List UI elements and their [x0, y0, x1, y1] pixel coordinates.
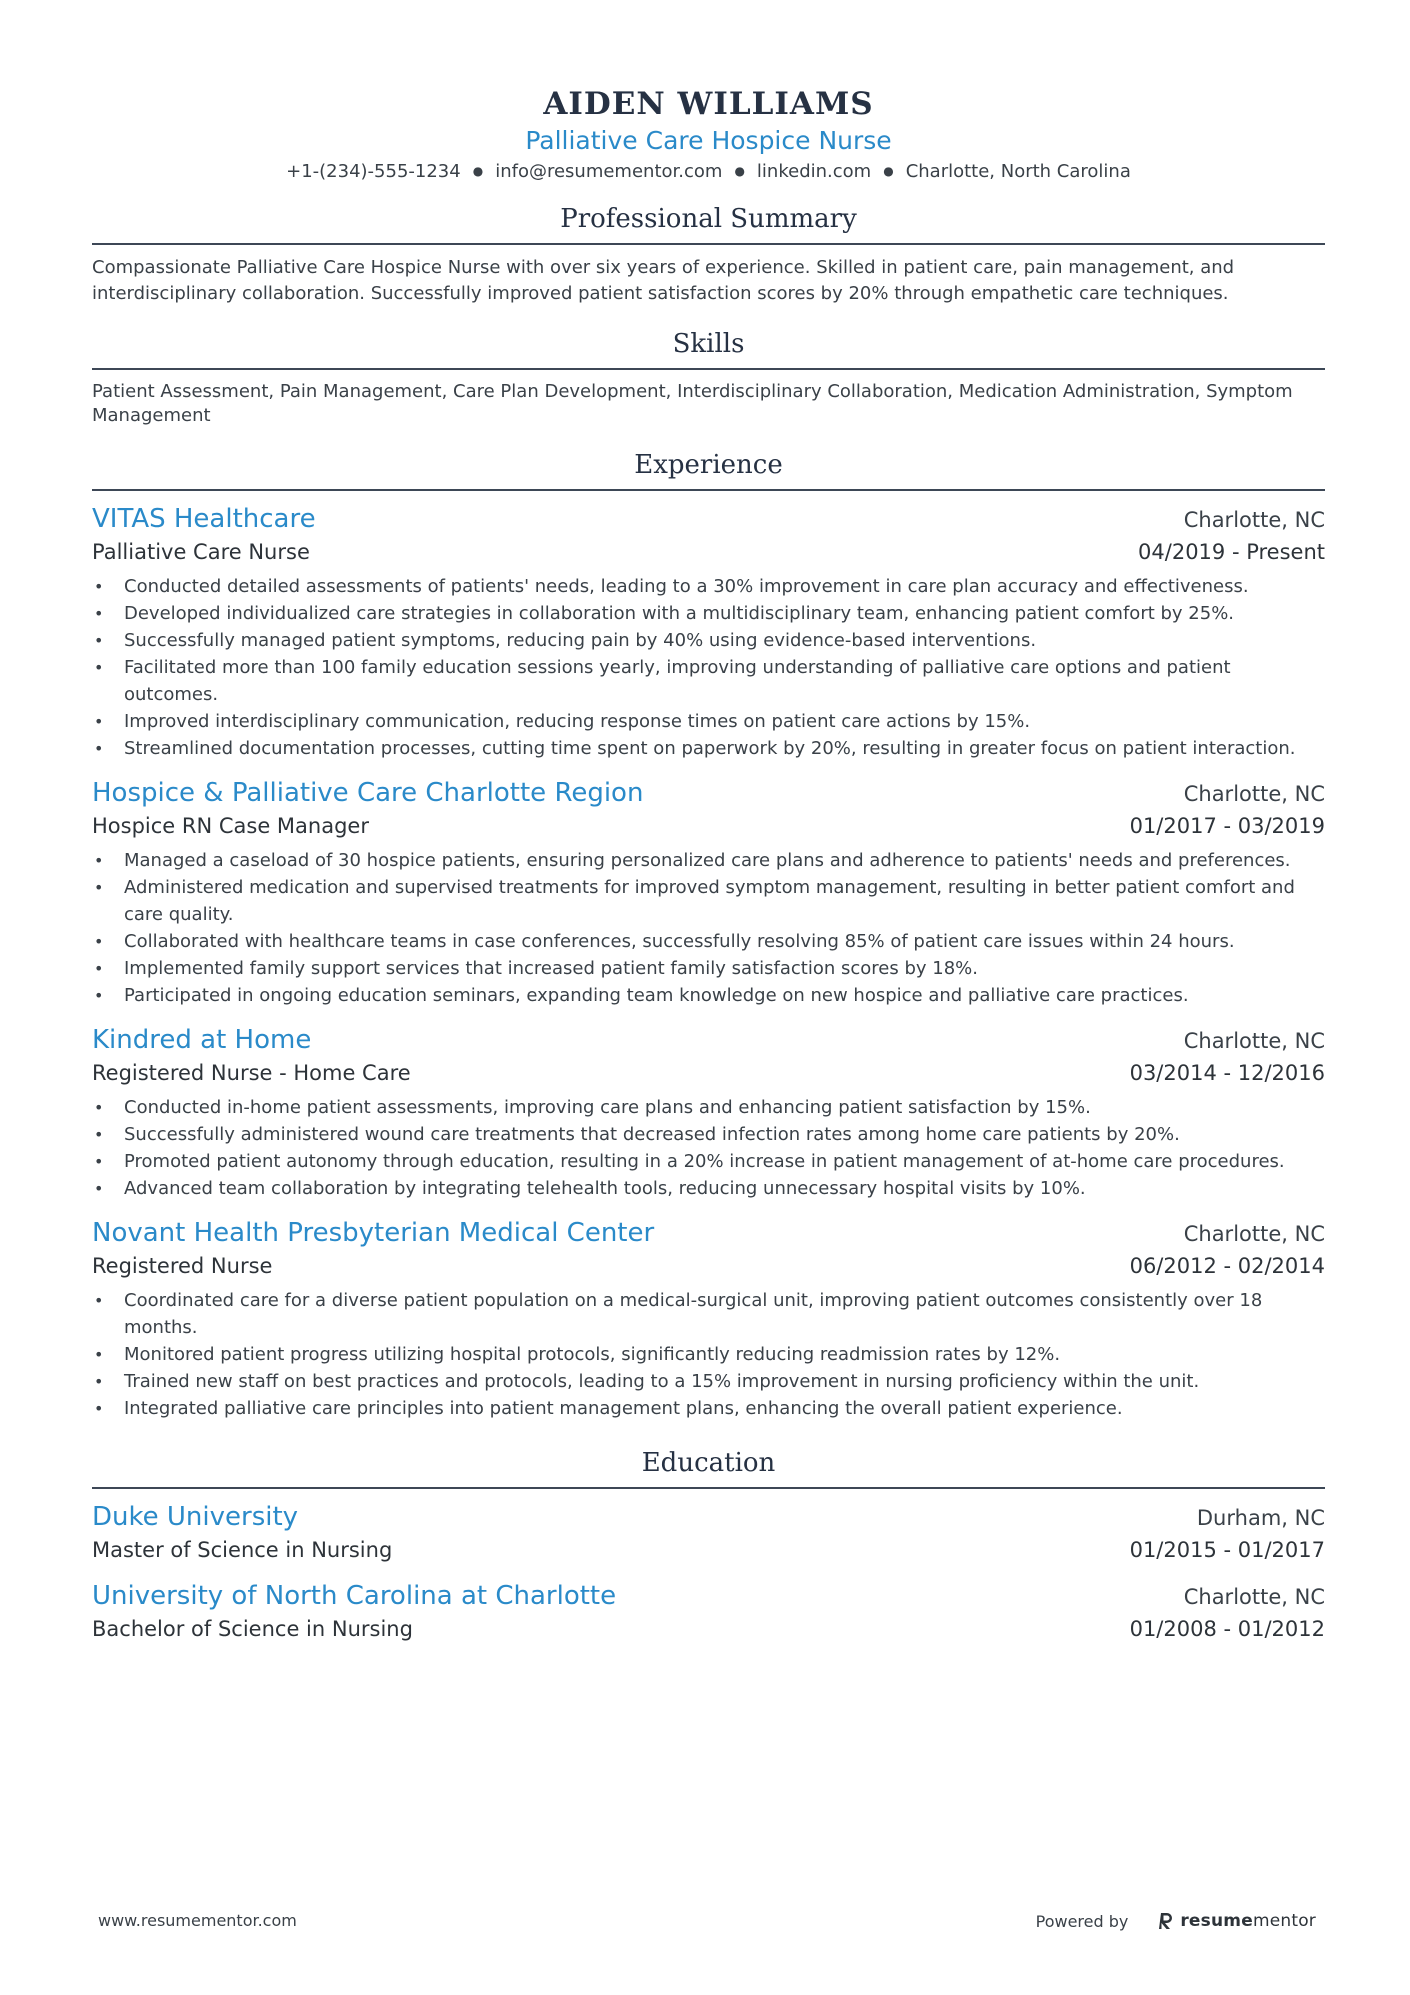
job-entry	[92, 775, 1325, 1009]
job-location: Charlotte, NC	[1183, 1029, 1325, 1053]
candidate-role: Palliative Care Hospice Nurse	[525, 126, 892, 155]
candidate-name: AIDEN WILLIAMS	[543, 86, 874, 122]
job-bullets	[92, 847, 1325, 1009]
footer	[98, 1906, 1316, 1936]
bullet-item: • Collaborated with healthcare teams in case conferences, successfully resolving 85% of patient care issues within 24 hours.	[92, 928, 1325, 955]
job-bullets	[92, 573, 1325, 762]
job-header-row	[92, 501, 1325, 537]
bullet-item: • Coordinated care for a diverse patient population on a medical-surgical unit, improving patient outcomes consistently over 18 months.	[92, 1287, 1325, 1341]
location: Charlotte, North Carolina	[905, 161, 1131, 182]
company-name: VITAS Healthcare	[92, 504, 316, 534]
section-title-summary: Professional Summary	[92, 202, 1325, 245]
bullet-item: • Conducted in-home patient assessments, improving care plans and enhancing patient satisfaction by 15%.	[92, 1094, 1325, 1121]
bullet-item: • Improved interdisciplinary communication, reducing response times on patient care actions by 15%.	[92, 708, 1325, 735]
job-bullets	[92, 1287, 1325, 1422]
bullet-item: • Trained new staff on best practices and protocols, leading to a 15% improvement in nursing proficiency within the unit.	[92, 1368, 1325, 1395]
job-entry	[92, 1215, 1325, 1422]
bullet-item: • Promoted patient autonomy through education, resulting in a 20% increase in patient management of at-home care procedures.	[92, 1148, 1325, 1175]
bullet-item: • Successfully administered wound care treatments that decreased infection rates among home care patients by 20%.	[92, 1121, 1325, 1148]
job-title-row	[92, 811, 1325, 841]
summary-text: Compassionate Palliative Care Hospice Nurse with over six years of experience. Skilled in patient care, pain management, and interdisciplinary collaboration. Successfully improved patient satisfaction scores by 20% through empathetic care techniques.	[92, 257, 1235, 304]
skills-text: Patient Assessment, Pain Management, Care Plan Development, Interdisciplinary Collaboration, Medication Administration, Symptom Management	[92, 381, 1293, 426]
bullet-item: • Integrated palliative care principles into patient management plans, enhancing the overall patient experience.	[92, 1395, 1325, 1422]
bullet-item: • Successfully managed patient symptoms, reducing pain by 40% using evidence-based interventions.	[92, 627, 1325, 654]
separator-dot: ●	[734, 164, 745, 178]
degree: Master of Science in Nursing	[92, 1538, 393, 1562]
degree-row	[92, 1614, 1325, 1644]
resumementor-logo[interactable]	[1158, 1911, 1316, 1931]
bullet-item: • Advanced team collaboration by integrating telehealth tools, reducing unnecessary hospital visits by 10%.	[92, 1175, 1325, 1202]
bullet-item: • Implemented family support services that increased patient family satisfaction scores by 18%.	[92, 955, 1325, 982]
job-header-row	[92, 775, 1325, 811]
job-title-row	[92, 1058, 1325, 1088]
job-header-row	[92, 1022, 1325, 1058]
job-entry	[92, 1022, 1325, 1202]
education-dates: 01/2015 - 01/2017	[1129, 1538, 1325, 1562]
bullet-item: • Administered medication and supervised treatments for improved symptom management, resulting in better patient comfort and care quality.	[92, 874, 1325, 928]
bullet-item: • Streamlined documentation processes, cutting time spent on paperwork by 20%, resulting in greater focus on patient interaction.	[92, 735, 1325, 762]
company-name: Hospice & Palliative Care Charlotte Region	[92, 778, 644, 808]
email-link[interactable]: info@resumementor.com	[495, 161, 723, 182]
footer-branding	[1036, 1906, 1316, 1936]
resumementor-logo-icon	[1158, 1911, 1174, 1931]
job-title-row	[92, 1251, 1325, 1281]
summary-section	[92, 202, 1325, 307]
job-title: Palliative Care Nurse	[92, 540, 310, 564]
job-title: Registered Nurse - Home Care	[92, 1061, 411, 1085]
school-header-row	[92, 1578, 1325, 1614]
school-name: University of North Carolina at Charlotte	[92, 1581, 617, 1611]
job-title-row	[92, 537, 1325, 567]
footer-website-link[interactable]: www.resumementor.com	[98, 1911, 297, 1930]
job-location: Charlotte, NC	[1183, 1222, 1325, 1246]
section-title-experience: Experience	[92, 448, 1325, 491]
separator-dot: ●	[883, 164, 894, 178]
education-entry	[92, 1499, 1325, 1565]
skills-section	[92, 327, 1325, 428]
job-title: Hospice RN Case Manager	[92, 814, 369, 838]
job-entry	[92, 501, 1325, 762]
bullet-item: • Developed individualized care strategies in collaboration with a multidisciplinary team, enhancing patient comfort by 25%.	[92, 600, 1325, 627]
job-dates: 06/2012 - 02/2014	[1129, 1254, 1325, 1278]
linkedin-link[interactable]: linkedin.com	[756, 161, 872, 182]
separator-dot: ●	[472, 164, 484, 178]
experience-section	[92, 448, 1325, 1422]
job-dates: 01/2017 - 03/2019	[1129, 814, 1325, 838]
logo-text-light: mentor	[1252, 1911, 1316, 1931]
degree-row	[92, 1535, 1325, 1565]
contact-line	[92, 158, 1325, 185]
school-location: Durham, NC	[1196, 1506, 1325, 1530]
section-title-skills: Skills	[92, 327, 1325, 370]
job-dates: 04/2019 - Present	[1138, 540, 1325, 564]
education-list	[92, 1499, 1325, 1644]
job-location: Charlotte, NC	[1183, 782, 1325, 806]
bullet-item: • Conducted detailed assessments of patients' needs, leading to a 30% improvement in care plan accuracy and effectiveness.	[92, 573, 1325, 600]
school-name: Duke University	[92, 1502, 299, 1532]
job-location: Charlotte, NC	[1183, 508, 1325, 532]
logo-text	[1180, 1911, 1316, 1931]
company-name: Kindred at Home	[92, 1025, 312, 1055]
bullet-item: • Monitored patient progress utilizing hospital protocols, significantly reducing readmission rates by 12%.	[92, 1341, 1325, 1368]
logo-text-bold: resume	[1180, 1911, 1253, 1931]
job-bullets	[92, 1094, 1325, 1202]
bullet-item: • Facilitated more than 100 family education sessions yearly, improving understanding of palliative care options and patient outcomes.	[92, 654, 1325, 708]
bullet-item: • Participated in ongoing education seminars, expanding team knowledge on new hospice and palliative care practices.	[92, 982, 1325, 1009]
phone: +1-(234)-555-1234	[286, 161, 461, 182]
job-title: Registered Nurse	[92, 1254, 273, 1278]
job-header-row	[92, 1215, 1325, 1251]
school-location: Charlotte, NC	[1183, 1585, 1325, 1609]
degree: Bachelor of Science in Nursing	[92, 1617, 413, 1641]
experience-list	[92, 501, 1325, 1422]
bullet-item: • Managed a caseload of 30 hospice patients, ensuring personalized care plans and adherence to patients' needs and preferences.	[92, 847, 1325, 874]
company-name: Novant Health Presbyterian Medical Center	[92, 1218, 655, 1248]
education-entry	[92, 1578, 1325, 1644]
education-dates: 01/2008 - 01/2012	[1129, 1617, 1325, 1641]
job-dates: 03/2014 - 12/2016	[1129, 1061, 1325, 1085]
resume-content	[92, 84, 1325, 1644]
section-title-education: Education	[92, 1446, 1325, 1489]
powered-by-label: Powered by	[1035, 1911, 1129, 1931]
education-section	[92, 1446, 1325, 1644]
school-header-row	[92, 1499, 1325, 1535]
